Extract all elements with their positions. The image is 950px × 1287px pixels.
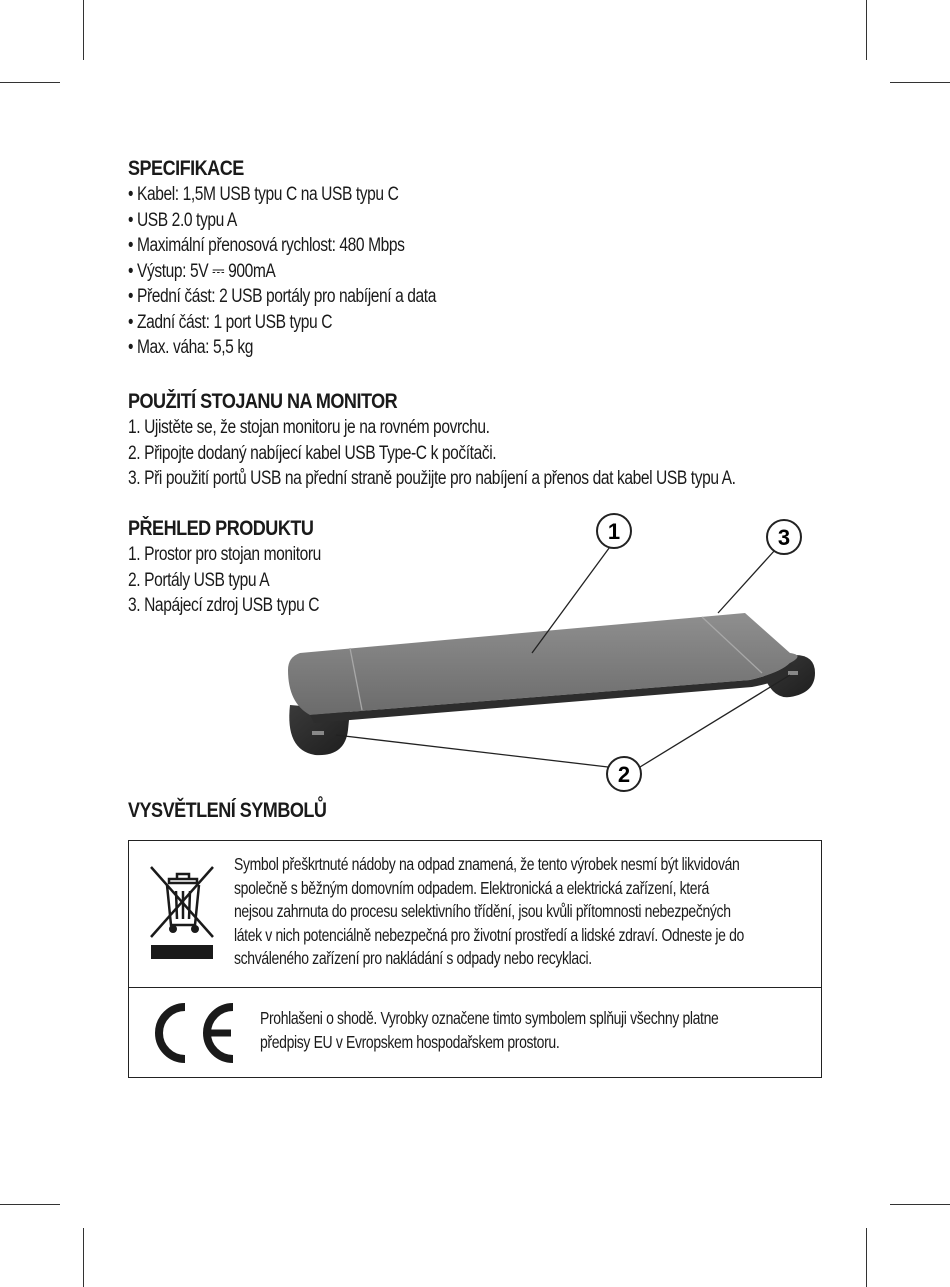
usage-heading: POUŽITÍ STOJANU NA MONITOR: [128, 390, 398, 413]
specifications-heading: SPECIFIKACE: [128, 157, 244, 180]
ce-mark-icon: [149, 1001, 239, 1065]
svg-text:3: 3: [777, 525, 791, 550]
usb-port-left: [312, 731, 324, 735]
svg-text:1: 1: [607, 519, 621, 544]
weee-line: látek v nich potenciálně nebezpečná pro životní prostředí a lidské zdraví. Odneste je do: [234, 924, 744, 945]
callout-line-2a: [336, 735, 608, 767]
callout-1: [597, 514, 631, 548]
weee-line: schváleného zařízení pro nakládání s odpady nebo recyklaci.: [234, 948, 592, 968]
crop-mark: [83, 1228, 84, 1287]
overview-item: 3. Napájecí zdroj USB typu C: [128, 595, 320, 616]
crop-mark: [83, 0, 84, 60]
usage-step: 2. Připojte dodaný nabíjecí kabel USB Type-C k počítači.: [128, 442, 497, 464]
callout-2: [607, 757, 641, 791]
crop-mark: [0, 82, 60, 83]
spec-item: • Přední část: 2 USB portály pro nabíjení a data: [128, 286, 436, 307]
monitor-stand-illustration: [270, 505, 830, 795]
usage-section: [128, 389, 869, 492]
usb-port-right: [788, 671, 798, 675]
symbols-heading: VYSVĚTLENÍ SYMBOLŮ: [128, 799, 327, 822]
weee-row: [129, 841, 821, 988]
spec-item: • Výstup: 5V ⎓ 900mA: [128, 260, 276, 282]
crop-mark: [866, 0, 867, 60]
weee-line: Symbol přeškrtnuté nádoby na odpad znamená, že tento výrobek nesmí být likvidován: [234, 854, 740, 874]
crop-mark: [890, 82, 950, 83]
usage-step: 1. Ujistěte se, že stojan monitoru je na rovném povrchu.: [128, 417, 490, 438]
weee-description: [234, 853, 744, 971]
spec-item: • Zadní část: 1 port USB typu C: [128, 311, 333, 333]
ce-description: [260, 1007, 718, 1054]
crop-mark: [890, 1204, 950, 1205]
usage-step: 3. Při použití portů USB na přední straně použijte pro nabíjení a přenos dat kabel USB typu A.: [128, 468, 736, 489]
svg-text:2: 2: [617, 762, 631, 787]
crossed-out-bin-icon: [147, 857, 217, 961]
overview-heading: PŘEHLED PRODUKTU: [128, 517, 314, 540]
ce-row: [129, 987, 821, 1079]
spec-item: • Max. váha: 5,5 kg: [128, 337, 253, 358]
weee-line: společně s běžným domovním odpadem. Elektronická a elektrická zařízení, která: [234, 877, 709, 898]
ce-line: předpisy EU v Evropskem hospodařskem prostoru.: [260, 1031, 560, 1052]
symbols-table: [128, 840, 822, 1078]
spec-item: • Kabel: 1,5M USB typu C na USB typu C: [128, 184, 399, 205]
crop-mark: [0, 1204, 60, 1205]
crop-mark: [866, 1228, 867, 1287]
ce-line: Prohlašeni o shodě. Vyrobky označene timto symbolem splňuji všechny platne: [260, 1008, 719, 1028]
callout-line-3: [718, 550, 775, 613]
overview-item: 1. Prostor pro stojan monitoru: [128, 544, 321, 565]
overview-item: 2. Portály USB typu A: [128, 569, 270, 591]
spec-item: • USB 2.0 typu A: [128, 209, 237, 231]
specifications-section: [128, 156, 504, 361]
weee-line: nejsou zahrnuta do procesu selektivního třídění, jsou kvůli přítomnosti nebezpečných: [234, 901, 731, 921]
callout-3: [767, 520, 801, 554]
spec-item: • Maximální přenosová rychlost: 480 Mbps: [128, 235, 405, 256]
